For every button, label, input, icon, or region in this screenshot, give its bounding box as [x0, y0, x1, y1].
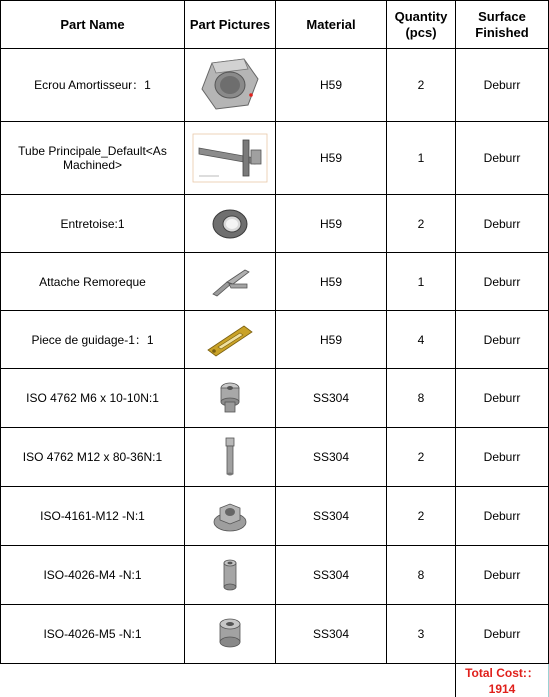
- finish-cell: Deburr: [456, 49, 549, 122]
- part-picture-cell: [185, 122, 276, 195]
- table-row: [1, 311, 549, 369]
- table-row: [1, 49, 549, 122]
- material-cell: SS304: [276, 546, 387, 605]
- part-picture-cell: [185, 546, 276, 605]
- material-cell: SS304: [276, 369, 387, 428]
- header-material: Material: [276, 1, 387, 49]
- material-cell: H59: [276, 195, 387, 253]
- part-name-cell: ISO 4762 M6 x 10-10N:1: [1, 369, 185, 428]
- finish-cell: Deburr: [456, 487, 549, 546]
- quantity-cell: 1: [387, 253, 456, 311]
- part-picture-cell: [185, 195, 276, 253]
- header-row: [1, 1, 549, 49]
- header-part-name: Part Name: [1, 1, 185, 49]
- part-picture-cell: [185, 605, 276, 664]
- table-row: [1, 122, 549, 195]
- quantity-cell: 1: [387, 122, 456, 195]
- finish-cell: Deburr: [456, 428, 549, 487]
- total-row: [1, 664, 549, 697]
- material-cell: SS304: [276, 428, 387, 487]
- tube-assembly-icon: [189, 128, 271, 188]
- table-row: [1, 253, 549, 311]
- part-name-cell: ISO-4026-M5 -N:1: [1, 605, 185, 664]
- finish-cell: Deburr: [456, 253, 549, 311]
- set-screw-wide-icon: [208, 612, 252, 656]
- part-name-cell: Piece de guidage-1：1: [1, 311, 185, 369]
- part-name-cell: Ecrou Amortisseur：1: [1, 49, 185, 122]
- material-cell: H59: [276, 49, 387, 122]
- part-name-cell: Entretoise:1: [1, 195, 185, 253]
- header-quantity: Quantity (pcs): [387, 1, 456, 49]
- material-cell: SS304: [276, 487, 387, 546]
- finish-cell: Deburr: [456, 122, 549, 195]
- part-picture-cell: [185, 428, 276, 487]
- part-name-cell: Tube Principale_Default<As Machined>: [1, 122, 185, 195]
- material-cell: H59: [276, 122, 387, 195]
- finish-cell: Deburr: [456, 311, 549, 369]
- quantity-cell: 4: [387, 311, 456, 369]
- table-row: [1, 195, 549, 253]
- finish-cell: Deburr: [456, 605, 549, 664]
- total-cost: Total Cost:： 1914: [456, 664, 549, 697]
- material-cell: H59: [276, 253, 387, 311]
- hex-nut-icon: [198, 55, 262, 115]
- quantity-cell: 3: [387, 605, 456, 664]
- table-row: [1, 369, 549, 428]
- table-row: [1, 487, 549, 546]
- quantity-cell: 2: [387, 195, 456, 253]
- part-name-cell: ISO-4026-M4 -N:1: [1, 546, 185, 605]
- table-row: [1, 546, 549, 605]
- quantity-cell: 8: [387, 546, 456, 605]
- part-name-cell: ISO 4762 M12 x 80-36N:1: [1, 428, 185, 487]
- part-picture-cell: [185, 369, 276, 428]
- header-surface-finished: Surface Finished: [456, 1, 549, 49]
- total-spacer: [1, 664, 456, 697]
- quantity-cell: 8: [387, 369, 456, 428]
- part-name-cell: Attache Remoreque: [1, 253, 185, 311]
- quantity-cell: 2: [387, 49, 456, 122]
- part-picture-cell: [185, 311, 276, 369]
- flange-nut-icon: [208, 494, 252, 538]
- socket-screw-short-icon: [210, 376, 250, 420]
- part-picture-cell: [185, 253, 276, 311]
- material-cell: SS304: [276, 605, 387, 664]
- table-row: [1, 605, 549, 664]
- spacer-ring-icon: [205, 202, 255, 246]
- material-cell: H59: [276, 311, 387, 369]
- fork-attachment-icon: [205, 262, 255, 302]
- part-picture-cell: [185, 49, 276, 122]
- set-screw-icon: [210, 553, 250, 597]
- part-name-cell: ISO-4161-M12 -N:1: [1, 487, 185, 546]
- quantity-cell: 2: [387, 428, 456, 487]
- finish-cell: Deburr: [456, 369, 549, 428]
- finish-cell: Deburr: [456, 195, 549, 253]
- finish-cell: Deburr: [456, 546, 549, 605]
- quantity-cell: 2: [387, 487, 456, 546]
- header-part-pictures: Part Pictures: [185, 1, 276, 49]
- part-picture-cell: [185, 487, 276, 546]
- table-row: [1, 428, 549, 487]
- guide-plate-icon: [202, 320, 258, 360]
- socket-screw-long-icon: [210, 434, 250, 480]
